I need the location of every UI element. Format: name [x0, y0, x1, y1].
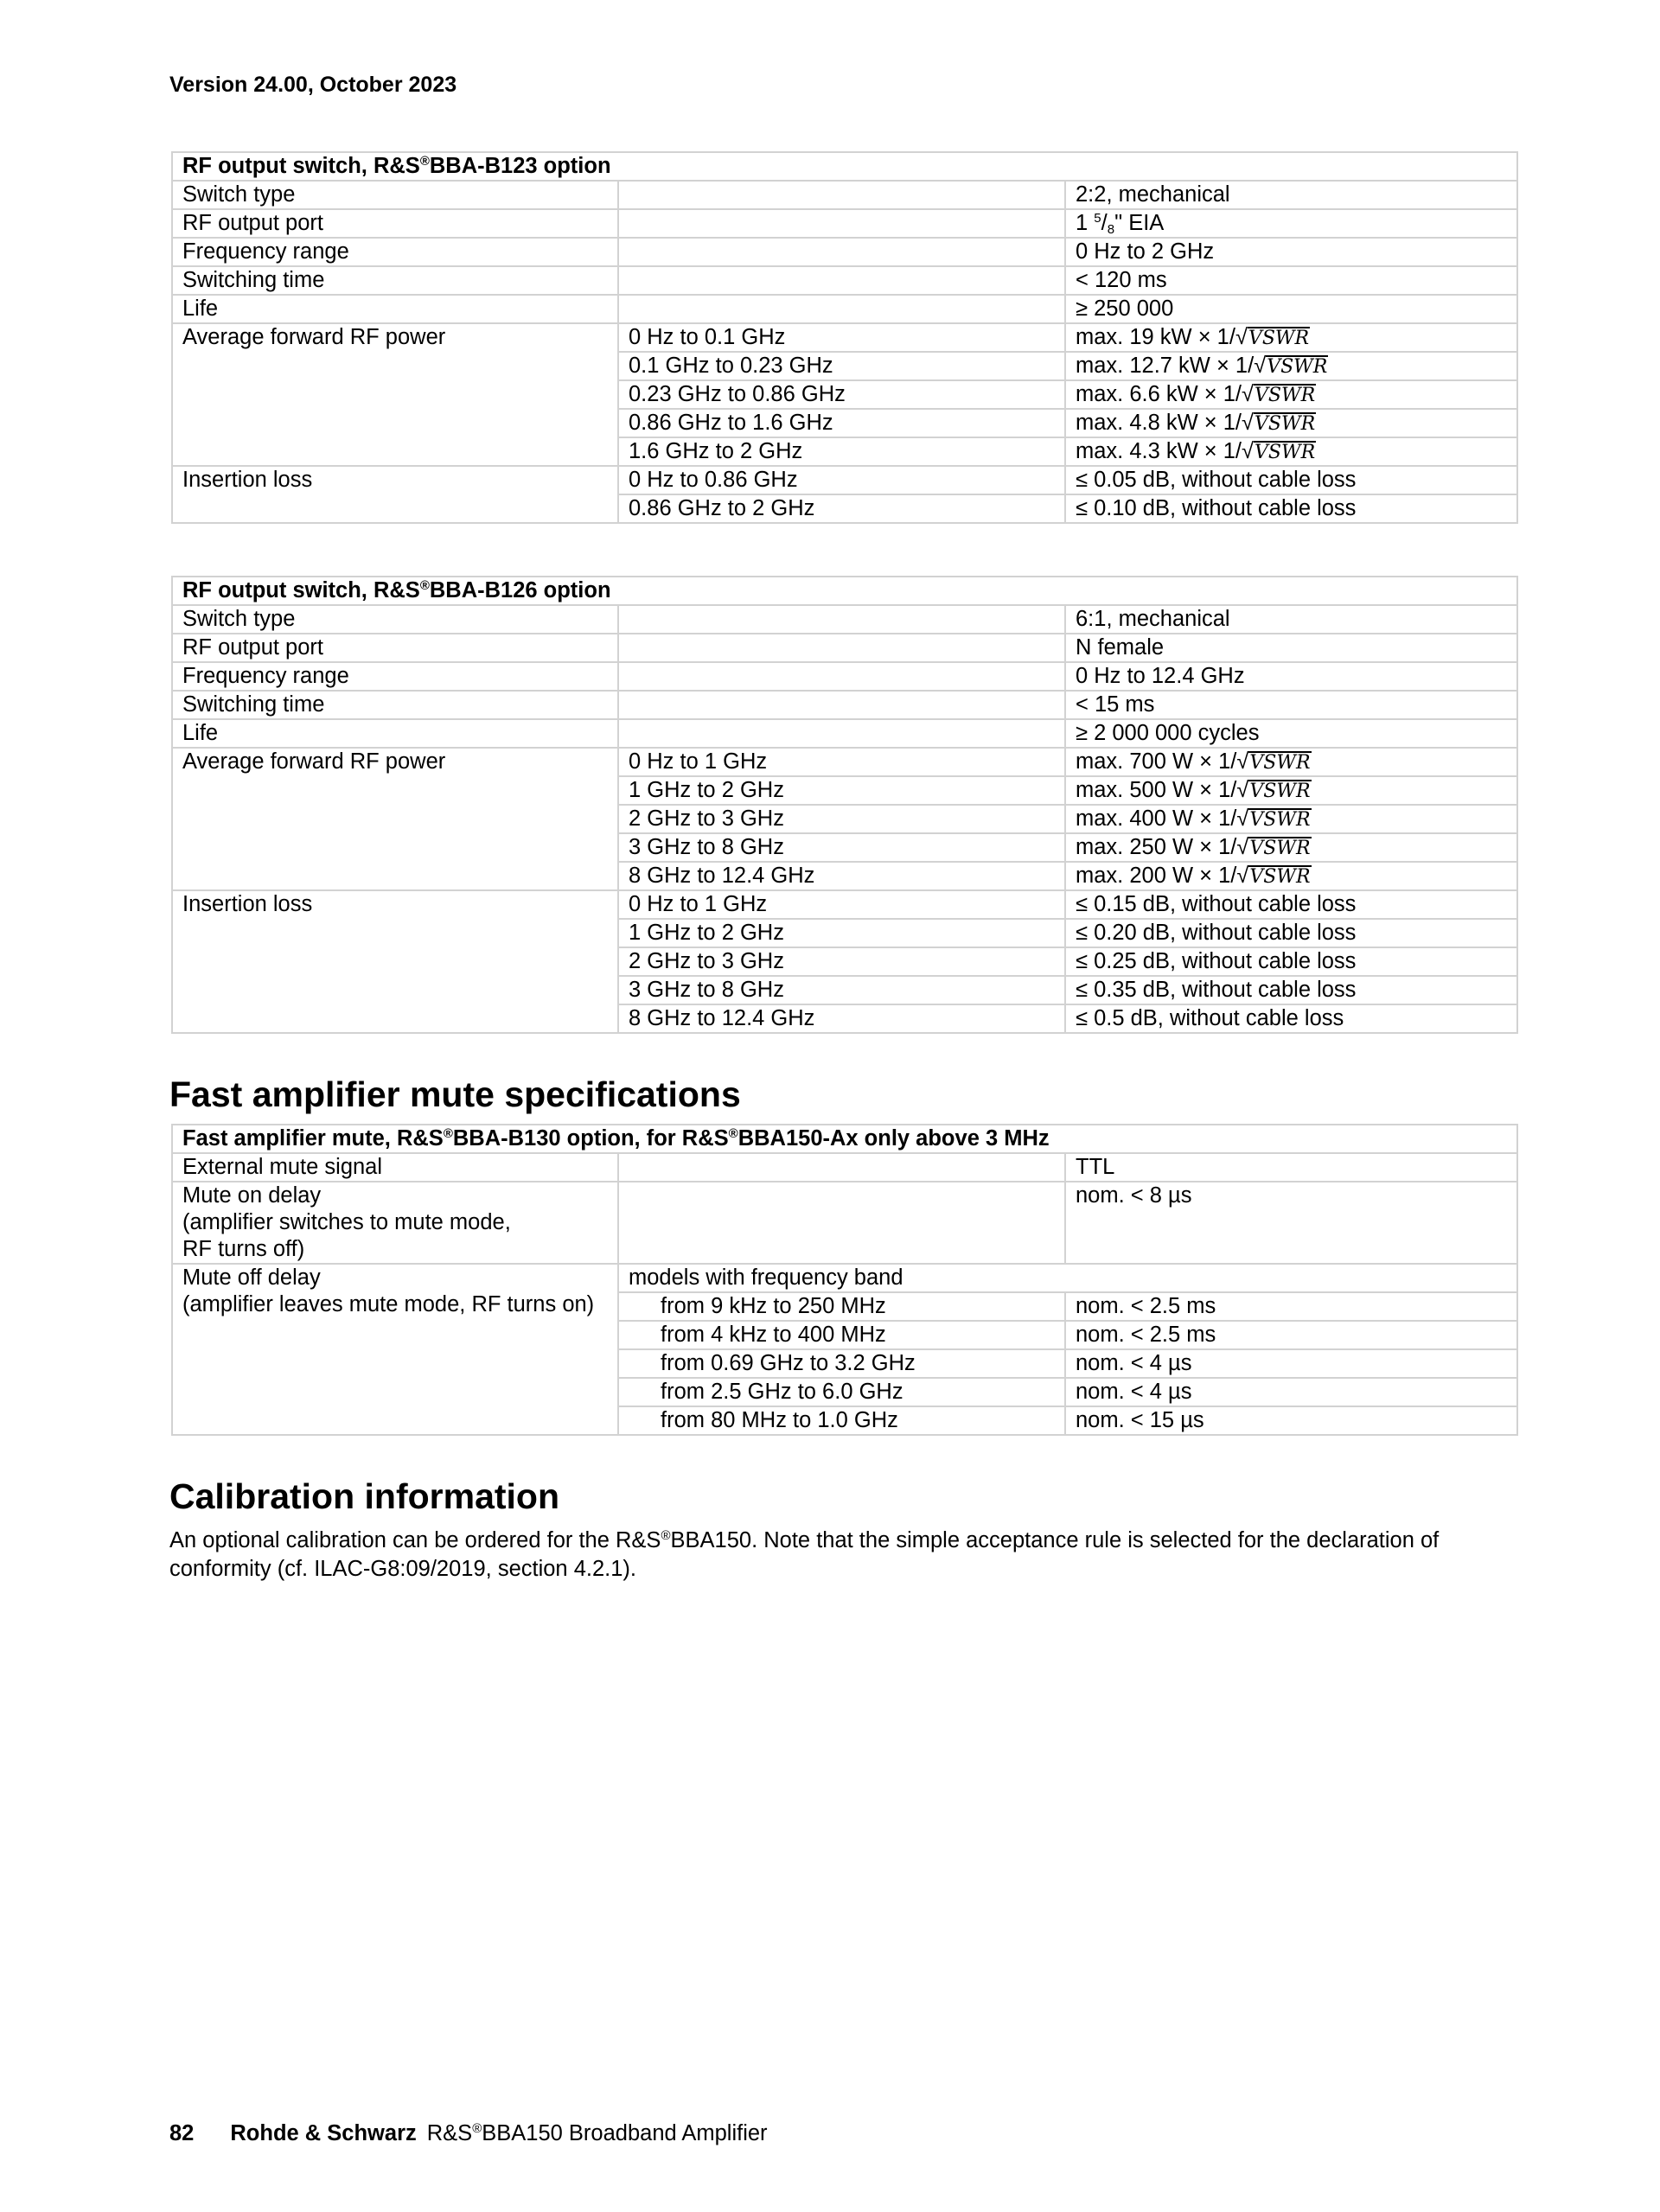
param-value: ≤ 0.15 dB, without cable loss [1065, 890, 1517, 919]
product-name: R&S®BBA150 Broadband Amplifier [426, 2121, 768, 2145]
param-value: < 120 ms [1065, 266, 1517, 295]
param-label: Mute on delay (amplifier switches to mute mode, RF turns off) [172, 1182, 618, 1264]
freq-range: 0 Hz to 0.1 GHz [618, 323, 1065, 352]
param-value: < 15 ms [1065, 691, 1517, 719]
param-value: max. 19 kW × 1/√VSWR [1065, 323, 1517, 352]
table-row [172, 634, 1517, 662]
table-title: RF output switch, R&S®BBA-B123 option [172, 152, 1517, 181]
freq-range: 2 GHz to 3 GHz [618, 805, 1065, 833]
freq-range: 0 Hz to 1 GHz [618, 748, 1065, 776]
spec-table-b123 [171, 151, 1518, 524]
section-heading-mute: Fast amplifier mute specifications [169, 1074, 741, 1114]
table-title: RF output switch, R&S®BBA-B126 option [172, 577, 1517, 605]
freq-range: 0.86 GHz to 2 GHz [618, 494, 1065, 523]
param-value: max. 4.8 kW × 1/√VSWR [1065, 409, 1517, 437]
param-value: max. 400 W × 1/√VSWR [1065, 805, 1517, 833]
param-value: nom. < 4 µs [1065, 1349, 1517, 1378]
param-value: max. 700 W × 1/√VSWR [1065, 748, 1517, 776]
param-label: Average forward RF power [172, 748, 618, 890]
table-row [172, 209, 1517, 238]
param-label: Frequency range [172, 238, 618, 266]
freq-range: 0.1 GHz to 0.23 GHz [618, 352, 1065, 380]
table-row [172, 1182, 1517, 1264]
param-value: nom. < 4 µs [1065, 1378, 1517, 1406]
table-row [172, 605, 1517, 634]
param-label: RF output port [172, 634, 618, 662]
param-label: Mute off delay (amplifier leaves mute mode, RF turns on) [172, 1264, 618, 1435]
param-value: 6:1, mechanical [1065, 605, 1517, 634]
table-row [172, 1153, 1517, 1182]
table-header-row [172, 152, 1517, 181]
param-label: Insertion loss [172, 466, 618, 523]
table-row [172, 323, 1517, 352]
param-value: max. 500 W × 1/√VSWR [1065, 776, 1517, 805]
table-header-row [172, 577, 1517, 605]
table-row [172, 748, 1517, 776]
param-label: Average forward RF power [172, 323, 618, 466]
freq-range: 0.86 GHz to 1.6 GHz [618, 409, 1065, 437]
param-value: ≥ 2 000 000 cycles [1065, 719, 1517, 748]
param-value: 0 Hz to 2 GHz [1065, 238, 1517, 266]
freq-range: 0.23 GHz to 0.86 GHz [618, 380, 1065, 409]
freq-band: from 4 kHz to 400 MHz [618, 1321, 1065, 1349]
param-value: max. 250 W × 1/√VSWR [1065, 833, 1517, 862]
models-caption: models with frequency band [618, 1264, 1517, 1292]
param-value: 0 Hz to 12.4 GHz [1065, 662, 1517, 691]
freq-range: 8 GHz to 12.4 GHz [618, 1004, 1065, 1033]
section-heading-calibration: Calibration information [169, 1476, 559, 1516]
freq-range: 8 GHz to 12.4 GHz [618, 862, 1065, 890]
table-row [172, 662, 1517, 691]
table-row [172, 719, 1517, 748]
freq-range: 3 GHz to 8 GHz [618, 976, 1065, 1004]
table-title: Fast amplifier mute, R&S®BBA-B130 option, for R&S®BBA150-Ax only above 3 MHz [172, 1125, 1517, 1153]
freq-range: 3 GHz to 8 GHz [618, 833, 1065, 862]
param-value: max. 200 W × 1/√VSWR [1065, 862, 1517, 890]
param-value: max. 4.3 kW × 1/√VSWR [1065, 437, 1517, 466]
freq-range: 1 GHz to 2 GHz [618, 776, 1065, 805]
page-number: 82 [169, 2121, 195, 2145]
param-value: 1 $^5/_8$" EIA [1065, 209, 1517, 238]
table-row [172, 266, 1517, 295]
page-footer [169, 2121, 768, 2146]
freq-range: 0 Hz to 1 GHz [618, 890, 1065, 919]
table-header-row [172, 1125, 1517, 1153]
freq-range: 1.6 GHz to 2 GHz [618, 437, 1065, 466]
param-value: nom. < 2.5 ms [1065, 1321, 1517, 1349]
param-value: ≤ 0.25 dB, without cable loss [1065, 947, 1517, 976]
freq-band: from 9 kHz to 250 MHz [618, 1292, 1065, 1321]
document-version: Version 24.00, October 2023 [169, 73, 457, 97]
param-value: ≤ 0.05 dB, without cable loss [1065, 466, 1517, 494]
freq-band: from 2.5 GHz to 6.0 GHz [618, 1378, 1065, 1406]
table-row [172, 295, 1517, 323]
table-row [172, 466, 1517, 494]
freq-range: 2 GHz to 3 GHz [618, 947, 1065, 976]
param-label: Life [172, 295, 618, 323]
param-value: ≥ 250 000 [1065, 295, 1517, 323]
param-label: Insertion loss [172, 890, 618, 1033]
param-label: Frequency range [172, 662, 618, 691]
param-label: Switching time [172, 691, 618, 719]
param-value: 2:2, mechanical [1065, 181, 1517, 209]
freq-band: from 80 MHz to 1.0 GHz [618, 1406, 1065, 1435]
table-row [172, 691, 1517, 719]
param-label: Switch type [172, 181, 618, 209]
param-label: Switch type [172, 605, 618, 634]
table-row [172, 890, 1517, 919]
param-value: ≤ 0.20 dB, without cable loss [1065, 919, 1517, 947]
param-label: Life [172, 719, 618, 748]
param-value: ≤ 0.10 dB, without cable loss [1065, 494, 1517, 523]
calibration-text: An optional calibration can be ordered for the R&S®BBA150. Note that the simple acceptance rule is selected for the declaration of conformity (cf. ILAC-G8:09/2019, section 4.2.1). [169, 1528, 1440, 1581]
param-value: nom. < 8 µs [1065, 1182, 1517, 1264]
spec-table-b126 [171, 576, 1518, 1034]
param-value: TTL [1065, 1153, 1517, 1182]
table-row [172, 181, 1517, 209]
table-row [172, 238, 1517, 266]
freq-range: 1 GHz to 2 GHz [618, 919, 1065, 947]
param-value: nom. < 15 µs [1065, 1406, 1517, 1435]
param-value: max. 12.7 kW × 1/√VSWR [1065, 352, 1517, 380]
param-value: ≤ 0.5 dB, without cable loss [1065, 1004, 1517, 1033]
company-name: Rohde & Schwarz [230, 2121, 417, 2145]
spec-table-b130 [171, 1124, 1518, 1436]
param-value: ≤ 0.35 dB, without cable loss [1065, 976, 1517, 1004]
param-value: nom. < 2.5 ms [1065, 1292, 1517, 1321]
param-label: RF output port [172, 209, 618, 238]
param-value: max. 6.6 kW × 1/√VSWR [1065, 380, 1517, 409]
param-value: N female [1065, 634, 1517, 662]
freq-range: 0 Hz to 0.86 GHz [618, 466, 1065, 494]
param-label: Switching time [172, 266, 618, 295]
freq-band: from 0.69 GHz to 3.2 GHz [618, 1349, 1065, 1378]
param-label: External mute signal [172, 1153, 618, 1182]
table-row [172, 1264, 1517, 1292]
